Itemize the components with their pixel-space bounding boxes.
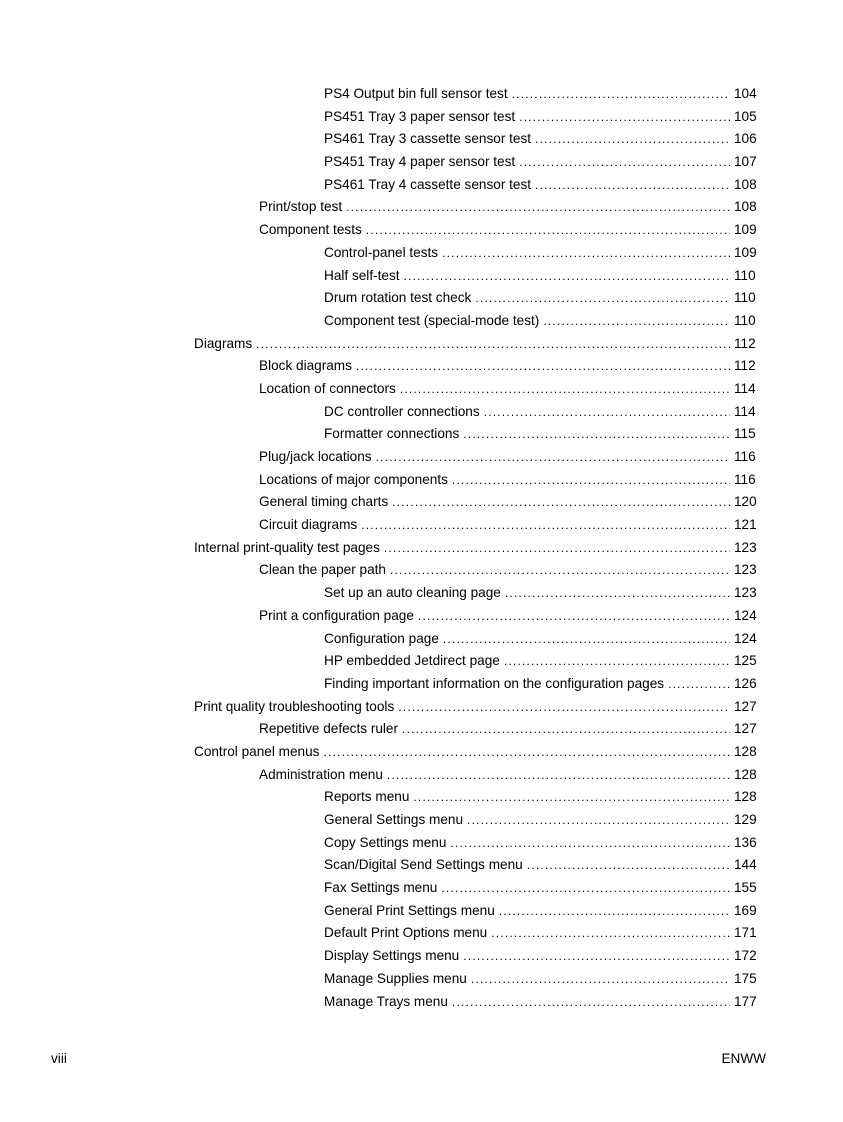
- toc-dot-leader: [376, 446, 730, 469]
- toc-entry-title: DC controller connections: [324, 403, 480, 419]
- toc-entry[interactable]: [324, 242, 843, 265]
- toc-dot-leader: [346, 196, 730, 219]
- toc-entry[interactable]: [324, 786, 843, 809]
- toc-entry[interactable]: [259, 491, 843, 514]
- toc-dot-leader: [390, 559, 730, 582]
- toc-dot-leader: [519, 106, 730, 129]
- toc-entry-title: PS4 Output bin full sensor test: [324, 86, 508, 101]
- toc-entry-title: PS451 Tray 3 paper sensor test: [324, 108, 516, 124]
- toc-entry-page: 128: [734, 789, 757, 805]
- toc-entry-title: Block diagrams: [259, 358, 352, 374]
- toc-entry[interactable]: [324, 151, 843, 174]
- toc-entry-title: Control-panel tests: [324, 244, 439, 260]
- toc-dot-leader: [443, 628, 730, 651]
- toc-entry-page: 124: [734, 607, 757, 623]
- toc-entry-title: Control panel menus: [194, 743, 320, 759]
- toc-entry-title: General timing charts: [259, 494, 389, 510]
- toc-entry[interactable]: [324, 106, 843, 129]
- toc-entry-page: 136: [734, 834, 757, 850]
- toc-entry-title: Reports menu: [324, 789, 410, 805]
- toc-entry-title: Default Print Options menu: [324, 925, 488, 941]
- toc-entry-page: 169: [734, 902, 757, 918]
- toc-entry-title: Diagrams: [194, 335, 253, 351]
- toc-entry[interactable]: [324, 877, 843, 900]
- toc-dot-leader: [475, 287, 730, 310]
- footer-label: ENWW: [721, 1051, 766, 1066]
- toc-entry[interactable]: [324, 991, 843, 1014]
- toc-dot-leader: [402, 718, 730, 741]
- toc-dot-leader: [668, 673, 730, 696]
- toc-entry-title: PS461 Tray 3 cassette sensor test: [324, 131, 532, 147]
- toc-dot-leader: [471, 968, 730, 991]
- toc-entry-page: 127: [734, 698, 757, 714]
- toc-entry[interactable]: [259, 764, 843, 787]
- toc-entry[interactable]: [259, 446, 843, 469]
- toc-entry-title: Component tests: [259, 222, 362, 238]
- toc-entry-title: Location of connectors: [259, 380, 396, 396]
- toc-entry-page: 108: [734, 199, 757, 215]
- toc-entry-page: 129: [734, 812, 757, 827]
- toc-entry-title: General Settings menu: [324, 812, 464, 827]
- toc-entry[interactable]: [324, 945, 843, 968]
- toc-dot-leader: [527, 854, 730, 877]
- toc-dot-leader: [504, 650, 730, 673]
- toc-dot-leader: [499, 900, 730, 923]
- toc-entry-page: 124: [734, 630, 757, 646]
- toc-entry-page: 114: [734, 403, 756, 419]
- toc-entry-page: 107: [734, 154, 757, 170]
- toc-dot-leader: [491, 922, 730, 945]
- toc-dot-leader: [442, 242, 730, 265]
- toc-entry[interactable]: [259, 355, 843, 378]
- toc-dot-leader: [400, 378, 730, 401]
- toc-entry-title: Print a configuration page: [259, 607, 414, 623]
- toc-entry-page: 177: [734, 993, 757, 1009]
- toc-dot-leader: [535, 128, 730, 151]
- toc-entry-title: Fax Settings menu: [324, 880, 438, 896]
- toc-dot-leader: [256, 333, 730, 356]
- toc-entry-page: 110: [734, 267, 756, 283]
- toc-entry[interactable]: [324, 832, 843, 855]
- toc-entry[interactable]: [324, 854, 843, 877]
- toc-entry-title: Drum rotation test check: [324, 290, 472, 306]
- toc-entry-title: Locations of major components: [259, 471, 448, 487]
- toc-entry[interactable]: [194, 741, 843, 764]
- toc-dot-leader: [484, 401, 730, 424]
- toc-dot-leader: [366, 219, 730, 242]
- toc-entry-title: Half self-test: [324, 267, 400, 283]
- toc-entry-page: 109: [734, 222, 757, 238]
- toc-entry[interactable]: [324, 310, 843, 333]
- toc-entry-title: Repetitive defects ruler: [259, 721, 399, 737]
- toc-entry[interactable]: [324, 174, 843, 197]
- toc-entry[interactable]: [259, 219, 843, 242]
- toc-entry[interactable]: [259, 718, 843, 741]
- toc-entry-title: Manage Trays menu: [324, 993, 448, 1009]
- toc-entry-page: 171: [734, 925, 757, 941]
- toc-entry-title: Administration menu: [259, 766, 383, 782]
- toc-dot-leader: [398, 696, 730, 719]
- toc-entry-page: 123: [734, 539, 757, 555]
- toc-entry-page: 110: [734, 290, 756, 306]
- toc-dot-leader: [404, 265, 730, 288]
- toc-entry[interactable]: [324, 582, 843, 605]
- toc-entry-title: Set up an auto cleaning page: [324, 585, 501, 601]
- toc-entry[interactable]: [324, 83, 843, 106]
- toc-dot-leader: [384, 537, 730, 560]
- toc-entry[interactable]: [259, 469, 843, 492]
- toc-entry-page: 144: [734, 857, 757, 873]
- toc-entry[interactable]: [324, 900, 843, 923]
- toc-dot-leader: [463, 945, 730, 968]
- toc-entry-title: Circuit diagrams: [259, 517, 358, 533]
- toc-entry-page: 123: [734, 585, 757, 601]
- toc-dot-leader: [452, 991, 730, 1014]
- toc-entry[interactable]: [194, 696, 843, 719]
- toc-entry-page: 115: [734, 426, 756, 442]
- toc-entry-page: 110: [734, 312, 756, 328]
- toc-dot-leader: [361, 514, 730, 537]
- toc-entry[interactable]: [324, 809, 843, 832]
- toc-entry-title: Formatter connections: [324, 426, 460, 442]
- toc-entry-page: 120: [734, 494, 757, 510]
- table-of-contents: [0, 83, 843, 1013]
- toc-entry-title: Display Settings menu: [324, 948, 460, 964]
- toc-dot-leader: [543, 310, 730, 333]
- toc-entry-page: 175: [734, 970, 757, 986]
- toc-entry[interactable]: [324, 423, 843, 446]
- toc-entry-page: 104: [734, 86, 757, 101]
- toc-dot-leader: [535, 174, 730, 197]
- toc-entry[interactable]: [324, 968, 843, 991]
- toc-entry-title: PS451 Tray 4 paper sensor test: [324, 154, 516, 170]
- toc-entry-page: 112: [734, 358, 756, 374]
- toc-dot-leader: [452, 469, 730, 492]
- toc-entry-title: Print/stop test: [259, 199, 343, 215]
- toc-dot-leader: [356, 355, 730, 378]
- toc-dot-leader: [467, 809, 730, 832]
- toc-entry-page: 125: [734, 653, 757, 669]
- toc-dot-leader: [463, 423, 730, 446]
- toc-dot-leader: [387, 764, 730, 787]
- toc-entry-title: Finding important information on the configuration pages: [324, 675, 665, 691]
- toc-entry-title: Print quality troubleshooting tools: [194, 698, 395, 714]
- toc-entry[interactable]: [259, 196, 843, 219]
- toc-entry-page: 108: [734, 176, 757, 192]
- toc-dot-leader: [519, 151, 730, 174]
- toc-entry[interactable]: [324, 287, 843, 310]
- toc-entry[interactable]: [194, 537, 843, 560]
- toc-entry-page: 155: [734, 880, 757, 896]
- toc-entry-title: Clean the paper path: [259, 562, 386, 578]
- toc-entry-title: Configuration page: [324, 630, 439, 646]
- toc-entry[interactable]: [324, 128, 843, 151]
- toc-dot-leader: [392, 491, 730, 514]
- toc-entry-title: HP embedded Jetdirect page: [324, 653, 500, 669]
- toc-entry-page: 106: [734, 131, 757, 147]
- toc-entry-page: 123: [734, 562, 757, 578]
- toc-entry-page: 116: [734, 449, 756, 464]
- toc-entry-page: 128: [734, 743, 757, 759]
- toc-entry-title: Copy Settings menu: [324, 834, 447, 850]
- toc-entry[interactable]: [324, 628, 843, 651]
- toc-dot-leader: [512, 83, 730, 106]
- toc-dot-leader: [323, 741, 730, 764]
- toc-entry-title: PS461 Tray 4 cassette sensor test: [324, 176, 532, 192]
- toc-dot-leader: [413, 786, 730, 809]
- toc-entry[interactable]: [259, 605, 843, 628]
- toc-entry-page: 116: [734, 471, 756, 487]
- toc-entry[interactable]: [259, 559, 843, 582]
- toc-entry-page: 112: [734, 335, 756, 351]
- toc-entry-page: 105: [734, 108, 757, 124]
- toc-entry-page: 126: [734, 675, 757, 691]
- toc-dot-leader: [505, 582, 730, 605]
- toc-entry-page: 127: [734, 721, 757, 737]
- toc-entry[interactable]: [259, 514, 843, 537]
- toc-entry-title: Scan/Digital Send Settings menu: [324, 857, 523, 873]
- toc-entry-page: 172: [734, 948, 757, 964]
- toc-entry-page: 109: [734, 244, 757, 260]
- toc-entry-title: Plug/jack locations: [259, 449, 372, 464]
- toc-entry-title: Manage Supplies menu: [324, 970, 467, 986]
- toc-entry-page: 128: [734, 766, 757, 782]
- toc-entry-title: General Print Settings menu: [324, 902, 495, 918]
- toc-dot-leader: [450, 832, 730, 855]
- toc-entry[interactable]: [259, 378, 843, 401]
- toc-entry-title: Component test (special-mode test): [324, 312, 540, 328]
- toc-entry[interactable]: [324, 265, 843, 288]
- footer-page-number: viii: [51, 1051, 67, 1066]
- toc-dot-leader: [441, 877, 730, 900]
- toc-entry-page: 121: [734, 517, 757, 533]
- toc-entry-page: 114: [734, 380, 756, 396]
- toc-entry-title: Internal print-quality test pages: [194, 539, 380, 555]
- toc-entry[interactable]: [324, 922, 843, 945]
- toc-entry[interactable]: [324, 673, 843, 696]
- toc-dot-leader: [418, 605, 730, 628]
- toc-entry[interactable]: [324, 401, 843, 424]
- toc-entry[interactable]: [194, 333, 843, 356]
- toc-entry[interactable]: [324, 650, 843, 673]
